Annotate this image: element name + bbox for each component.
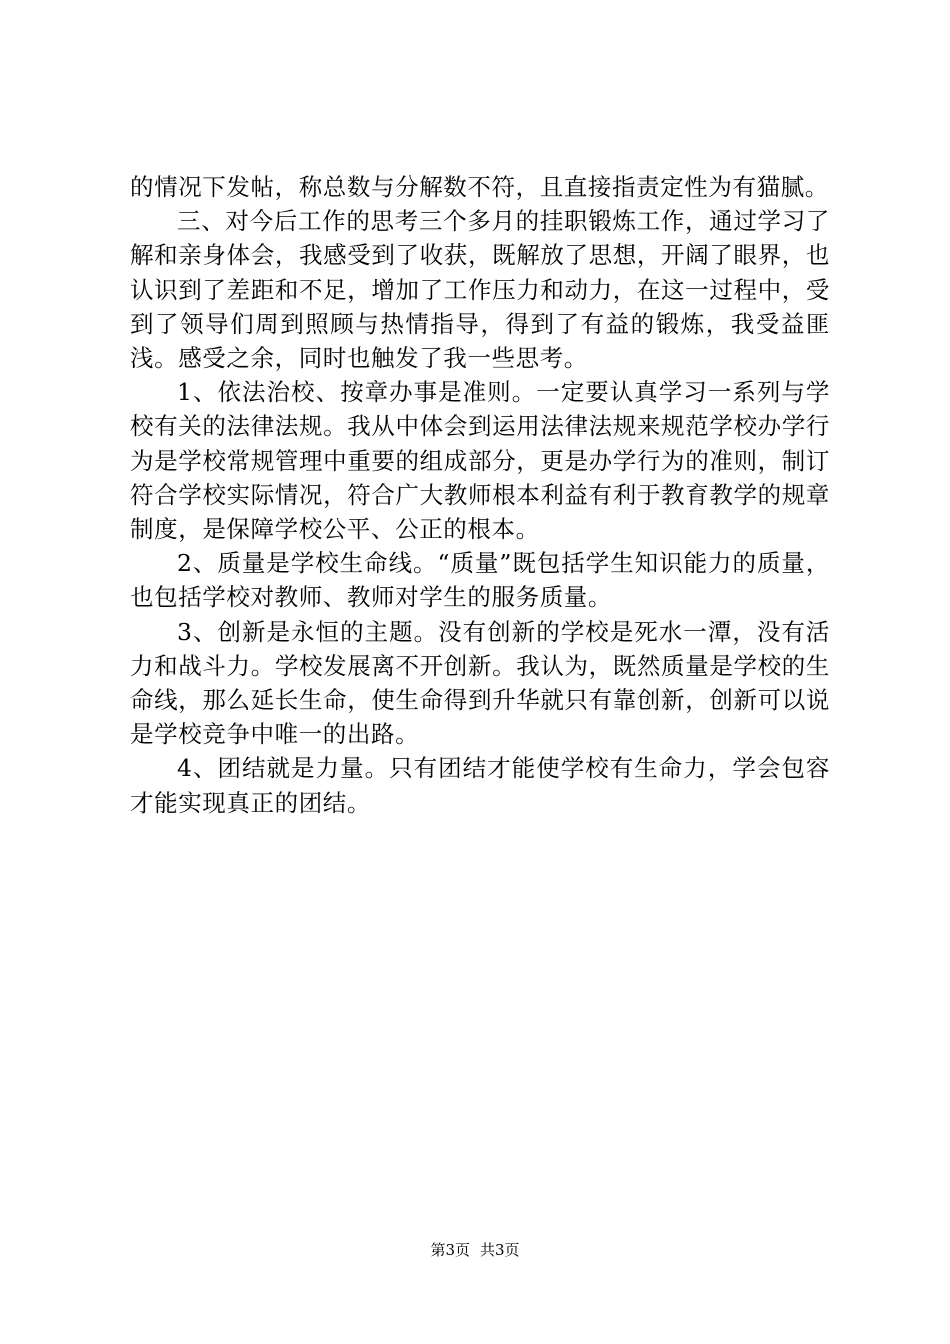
paragraph-point-4: 4、团结就是力量。只有团结才能使学校有生命力，学会包容才能实现真正的团结。 bbox=[130, 754, 830, 817]
paragraph-point-2: 2、质量是学校生命线。“质量”既包括学生知识能力的质量，也包括学校对教师、教师对学生的服务质量。 bbox=[130, 549, 830, 612]
paragraph-point-1: 1、依法治校、按章办事是准则。一定要认真学习一系列与学校有关的法律法规。我从中体会到运用法律法规来规范学校办学行为是学校常规管理中重要的组成部分，更是办学行为的准则，制订符合学校实际情况，符合广大教师根本利益有利于教育教学的规章制度，是保障学校公平、公正的根本。 bbox=[130, 378, 830, 544]
paragraph-point-3: 3、创新是永恒的主题。没有创新的学校是死水一潭，没有活力和战斗力。学校发展离不开创新。我认为，既然质量是学校的生命线，那么延长生命，使生命得到升华就只有靠创新，创新可以说是学校竞争中唯一的出路。 bbox=[130, 617, 830, 749]
paragraph-continuation: 的情况下发帖，称总数与分解数不符，且直接指责定性为有猫腻。 bbox=[130, 173, 829, 201]
paragraph-section-three: 三、对今后工作的思考三个多月的挂职锻炼工作，通过学习了解和亲身体会，我感受到了收获，既解放了思想，开阔了眼界，也认识到了差距和不足，增加了工作压力和动力，在这一过程中，受到了领导们周到照顾与热情指导，得到了有益的锻炼，我受益匪浅。感受之余，同时也触发了我一些思考。 bbox=[130, 207, 830, 373]
page-footer bbox=[0, 1240, 950, 1260]
document-body bbox=[130, 170, 830, 820]
page-number-current: 第3页 bbox=[430, 1241, 470, 1259]
page-number-total: 共3页 bbox=[480, 1241, 520, 1259]
